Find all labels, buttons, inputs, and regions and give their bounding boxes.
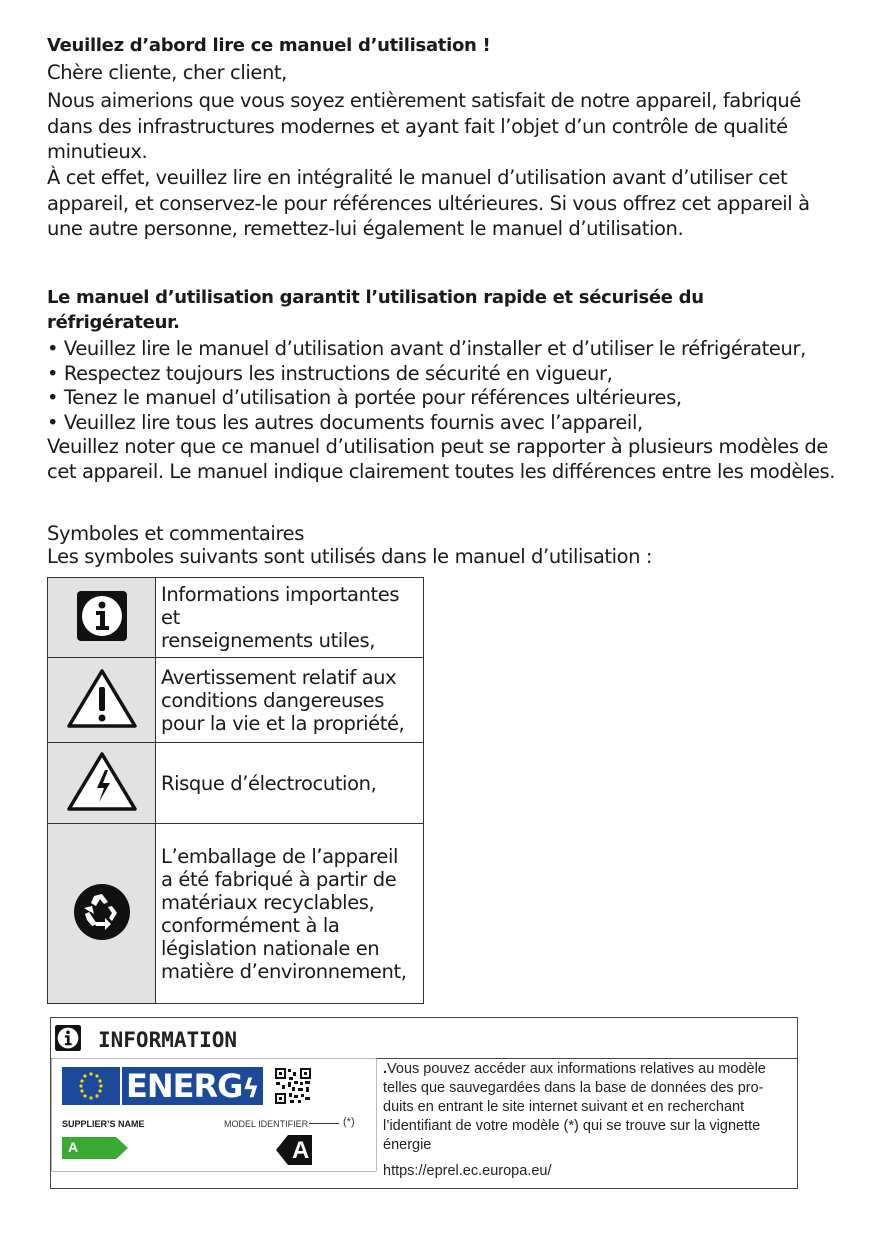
energy-brand-text: ENERG <box>126 1067 243 1105</box>
greeting: Chère cliente, cher client, <box>47 61 287 84</box>
energy-label <box>51 1058 377 1172</box>
eprel-link[interactable]: https://eprel.ec.europa.eu/ <box>383 1163 552 1179</box>
text-line: Nous aimerions que vous soyez entièrement satisfait de notre appareil, fabriqué <box>47 89 801 112</box>
list-item: • Tenez le manuel d’utilisation à portée pour références ultérieures, <box>47 386 682 409</box>
symbols-table <box>47 577 424 1004</box>
text-line: telles que sauvegardées dans la base de données des pro- <box>383 1080 764 1096</box>
guarantee-heading <box>47 285 704 335</box>
lightning-icon: ϟ <box>242 1074 259 1104</box>
electric-shock-icon <box>48 743 156 824</box>
note-line: cet appareil. Le manuel indique clairement toutes les différences entre les modèles. <box>47 459 836 483</box>
text-line: Risque d’électrocution, <box>161 771 377 795</box>
asterisk-marker: (*) <box>343 1116 355 1128</box>
symbol-description <box>156 743 424 824</box>
energy-class-big: A <box>292 1137 310 1164</box>
info-icon <box>54 1024 82 1052</box>
list-item-text: Veuillez lire le manuel d’utilisation avant d’installer et d’utiliser le réfrigérateur, <box>63 337 806 360</box>
text-line: Informations importantes et <box>161 583 400 629</box>
text-line: matériaux recyclables, <box>161 890 375 914</box>
table-row <box>48 743 424 824</box>
recycle-icon <box>48 824 156 1004</box>
text-line: une autre personne, remettez-lui également le manuel d’utilisation. <box>47 217 684 240</box>
text-line: .Vous pouvez accéder aux informations relatives au modèle <box>383 1061 766 1077</box>
warning-icon <box>48 658 156 743</box>
text-line: législation nationale en <box>161 936 380 960</box>
text-line: À cet effet, veuillez lire en intégralité le manuel d’utilisation avant d’utiliser cet <box>47 166 788 189</box>
text-line: L’emballage de l’appareil <box>161 844 399 868</box>
symbols-title: Symboles et commentaires <box>47 522 304 545</box>
intro-paragraph-2 <box>47 165 810 242</box>
info-icon <box>48 578 156 658</box>
list-item: • Veuillez lire tous les autres documents fournis avec l’appareil, <box>47 410 643 434</box>
model-identifier: MODEL IDENTIFIER <box>224 1119 309 1129</box>
text-line: conditions dangereuses <box>161 688 385 712</box>
heading-line: Le manuel d’utilisation garantit l’utilisation rapide et sécurisée du <box>47 287 704 308</box>
information-box <box>50 1017 798 1189</box>
list-item-text: Veuillez lire tous les autres documents fournis avec l’appareil, <box>63 410 643 434</box>
symbols-subtitle: Les symboles suivants sont utilisés dans le manuel d’utilisation : <box>47 545 653 568</box>
information-header <box>51 1018 797 1059</box>
symbols-intro <box>47 522 652 568</box>
heading-line: réfrigérateur. <box>47 312 180 333</box>
table-row <box>48 658 424 743</box>
text-line: duits en entrant le site internet suivant et en recherchant <box>383 1099 745 1115</box>
text-line: a été fabriqué à partir de <box>161 867 397 891</box>
list-item: • Respectez toujours les instructions de sécurité en vigueur, <box>47 361 613 385</box>
note-line: Veuillez noter que ce manuel d’utilisation peut se rapporter à plusieurs modèles de <box>47 435 828 458</box>
text-line: appareil, et conservez-le pour références ultérieures. Si vous offrez cet appareil à <box>47 191 810 215</box>
text-line: dans des infrastructures modernes et ayant fait l’objet d’un contrôle de qualité <box>47 114 788 138</box>
intro-heading: Veuillez d’abord lire ce manuel d’utilisation ! <box>47 35 491 56</box>
text-line: énergie <box>383 1137 432 1153</box>
list-item-text: Respectez toujours les instructions de sécurité en vigueur, <box>63 361 613 385</box>
intro-paragraph-1 <box>47 88 801 165</box>
table-row <box>48 824 424 1004</box>
symbol-description <box>156 824 424 1004</box>
symbol-description <box>156 578 424 658</box>
text-line: conformément à la <box>161 913 340 937</box>
list-item: • Veuillez lire le manuel d’utilisation avant d’installer et d’utiliser le réfrigérateur, <box>47 337 806 360</box>
text-line: Avertissement relatif aux <box>161 665 397 689</box>
information-title: INFORMATION <box>98 1028 238 1052</box>
text-line: renseignements utiles, <box>161 629 376 652</box>
qr-code-icon <box>274 1067 312 1105</box>
leader-line <box>309 1123 339 1124</box>
text-line: pour la vie et la propriété, <box>161 711 405 735</box>
supplier-name: SUPPLIER’S NAME <box>62 1119 145 1129</box>
table-row <box>48 578 424 658</box>
energy-class-small: A <box>68 1139 79 1155</box>
list-item-text: Tenez le manuel d’utilisation à portée pour références ultérieures, <box>63 386 682 409</box>
text-line-content: Vous pouvez accéder aux informations relatives au modèle <box>387 1061 766 1077</box>
text-line: minutieux. <box>47 140 148 163</box>
text-line: matière d’environnement, <box>161 959 407 983</box>
information-text <box>383 1060 793 1155</box>
eu-flag-icon <box>62 1067 120 1105</box>
guarantee-bullets <box>47 337 835 484</box>
text-line: l’identifiant de votre modèle (*) qui se trouve sur la vignette <box>383 1118 761 1134</box>
energy-brand <box>122 1067 263 1105</box>
symbol-description <box>156 658 424 743</box>
